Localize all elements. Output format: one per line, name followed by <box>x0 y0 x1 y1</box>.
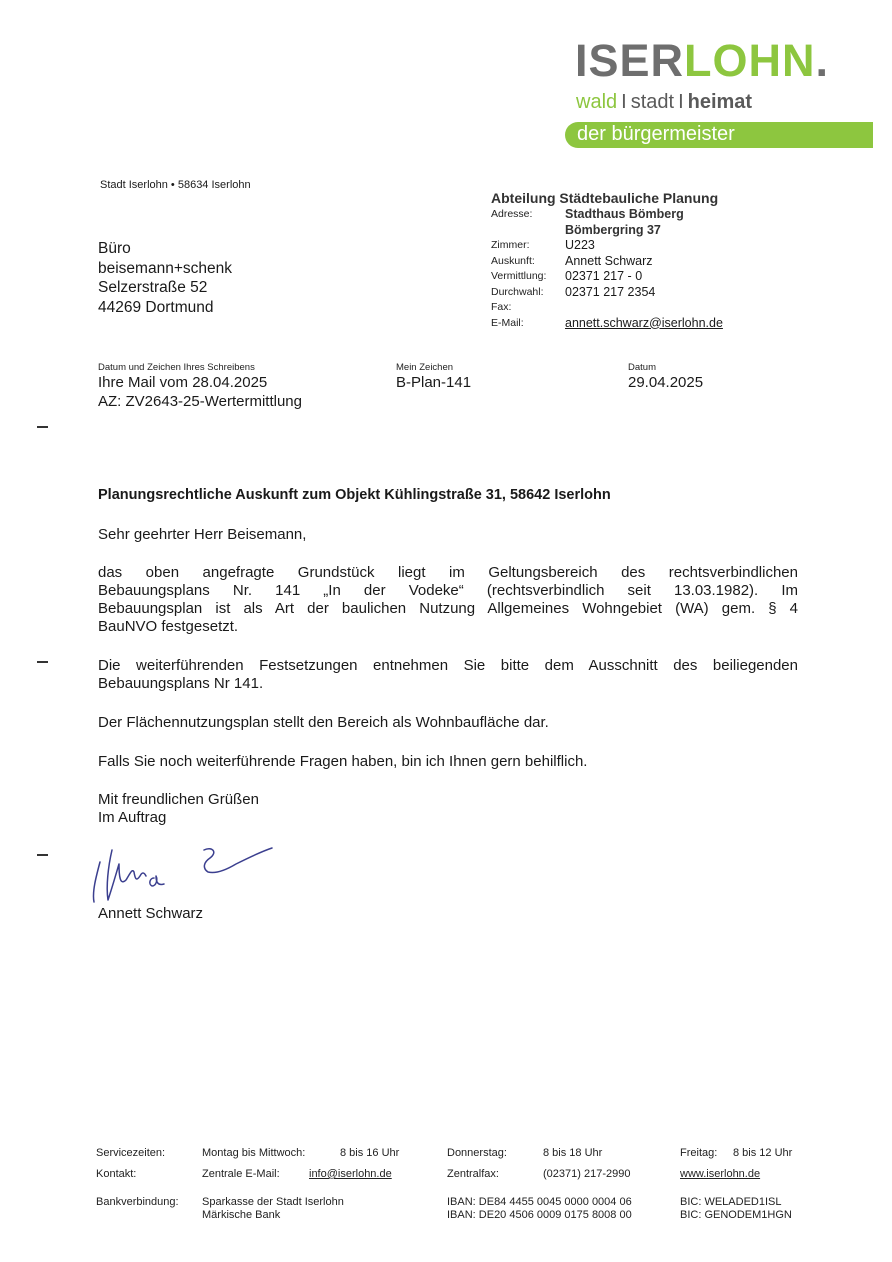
logo-iser: ISER <box>575 35 685 86</box>
footer-bic-1: BIC: WELADED1ISL <box>680 1196 782 1208</box>
handwritten-signature <box>86 842 276 912</box>
tagline-stadt: stadt <box>630 91 675 113</box>
footer-central-email-label: Zentrale E-Mail: <box>202 1168 280 1180</box>
my-reference-label: Mein Zeichen <box>396 362 454 373</box>
tagline-wald: wald <box>576 91 618 113</box>
fold-mark <box>37 661 48 663</box>
date-value: 29.04.2025 <box>628 374 704 391</box>
paragraph-1 <box>98 564 798 636</box>
logo-dot: . <box>815 35 830 86</box>
zimmer-value: U223 <box>565 238 595 252</box>
logo-lohn: LOHN <box>684 35 816 86</box>
paragraph-line: Bebauungsplan ist als Art der baulichen Nutzung Allgemeines Wohngebiet (WA) gem. § 4 <box>98 600 798 617</box>
recipient-line: 44269 Dortmund <box>98 298 214 316</box>
fold-mark <box>37 854 48 856</box>
iserlohn-logo-wordmark <box>575 36 829 86</box>
salutation: Sehr geehrter Herr Beisemann, <box>98 526 307 543</box>
your-reference-label: Datum und Zeichen Ihres Schreibens <box>98 362 255 373</box>
footer-bank-2: Märkische Bank <box>202 1209 281 1221</box>
recipient-address <box>98 239 232 317</box>
letter-subject: Planungsrechtliche Auskunft zum Objekt Kühlingstraße 31, 58642 Iserlohn <box>98 487 611 503</box>
fax-value <box>565 300 723 316</box>
paragraph-3: Der Flächennutzungsplan stellt den Bereich als Wohnbaufläche dar. <box>98 714 549 731</box>
footer-thu-label: Donnerstag: <box>447 1147 507 1159</box>
durchwahl-value: 02371 217 2354 <box>565 284 656 299</box>
fax-label: Fax: <box>491 301 512 313</box>
auskunft-label: Auskunft: <box>491 254 535 267</box>
footer-thu-hours: 8 bis 18 Uhr <box>543 1147 603 1159</box>
paragraph-line: Bebauungsplans Nr 141. <box>98 675 264 692</box>
footer-iban-1: IBAN: DE84 4455 0045 0000 0004 06 <box>447 1196 632 1208</box>
fold-mark <box>37 426 48 428</box>
closing-im-auftrag: Im Auftrag <box>98 809 167 826</box>
email-label: E-Mail: <box>491 316 524 329</box>
signer-name: Annett Schwarz <box>98 905 204 922</box>
footer-service-label: Servicezeiten: <box>96 1147 166 1159</box>
logo-tagline <box>576 90 752 114</box>
zimmer-label: Zimmer: <box>491 239 530 251</box>
tagline-separator: I <box>678 91 684 113</box>
paragraph-line: Die weiterführenden Festsetzungen entnehmen Sie bitte dem Ausschnitt des beiliegenden <box>98 657 798 674</box>
auskunft-value: Annett Schwarz <box>565 253 653 268</box>
footer-iban-2: IBAN: DE20 4506 0009 0175 8008 00 <box>447 1209 632 1221</box>
footer-central-fax-label: Zentralfax: <box>447 1168 499 1180</box>
adresse-line2: Bömbergring 37 <box>565 222 661 237</box>
contact-info-table <box>491 207 723 331</box>
my-reference-value: B-Plan-141 <box>396 374 472 391</box>
durchwahl-label: Durchwahl: <box>491 285 544 298</box>
sender-line: Stadt Iserlohn • 58634 Iserlohn <box>100 179 251 191</box>
paragraph-2 <box>98 657 798 693</box>
tagline-separator: I <box>621 91 627 113</box>
footer-fri-label: Freitag: <box>680 1147 718 1159</box>
email-link[interactable]: annett.schwarz@iserlohn.de <box>565 315 723 330</box>
logo-buergermeister-bar <box>565 122 873 148</box>
paragraph-4: Falls Sie noch weiterführende Fragen haben, bin ich Ihnen gern behilflich. <box>98 753 588 770</box>
footer-central-fax: (02371) 217-2990 <box>543 1168 631 1180</box>
footer-contact-label: Kontakt: <box>96 1168 137 1180</box>
vermittlung-label: Vermittlung: <box>491 270 547 282</box>
tagline-heimat: heimat <box>687 91 753 113</box>
adresse-line1: Stadthaus Bömberg <box>565 207 684 221</box>
footer-mon-wed-hours: 8 bis 16 Uhr <box>340 1147 400 1159</box>
closing-greeting: Mit freundlichen Grüßen <box>98 791 259 808</box>
footer-bic-2: BIC: GENODEM1HGN <box>680 1209 792 1221</box>
footer-website-link[interactable]: www.iserlohn.de <box>680 1168 761 1180</box>
date-label: Datum <box>628 362 656 373</box>
footer-mon-wed-label: Montag bis Mittwoch: <box>202 1147 306 1159</box>
footer-bank-label: Bankverbindung: <box>96 1196 179 1208</box>
recipient-line: Selzerstraße 52 <box>98 279 208 296</box>
recipient-line: beisemann+schenk <box>98 259 232 277</box>
footer-central-email-link[interactable]: info@iserlohn.de <box>309 1168 392 1180</box>
your-reference-line1: Ihre Mail vom 28.04.2025 <box>98 374 268 391</box>
vermittlung-value: 02371 217 - 0 <box>565 269 643 283</box>
adresse-label: Adresse: <box>491 208 533 220</box>
recipient-line: Büro <box>98 240 131 257</box>
footer-fri-hours: 8 bis 12 Uhr <box>733 1147 793 1159</box>
paragraph-line: Bebauungsplans Nr. 141 „In der Vodeke“ (rechtsverbindlich seit 13.03.1982). Im <box>98 582 798 599</box>
logo-bar-text: der bürgermeister <box>577 123 735 145</box>
footer-bank-1: Sparkasse der Stadt Iserlohn <box>202 1196 344 1208</box>
paragraph-line: das oben angefragte Grundstück liegt im Geltungsbereich des rechtsverbindlichen <box>98 564 798 581</box>
department-title: Abteilung Städtebauliche Planung <box>491 190 719 206</box>
paragraph-line: BauNVO festgesetzt. <box>98 618 239 635</box>
your-reference-line2: AZ: ZV2643-25-Wertermittlung <box>98 393 302 410</box>
